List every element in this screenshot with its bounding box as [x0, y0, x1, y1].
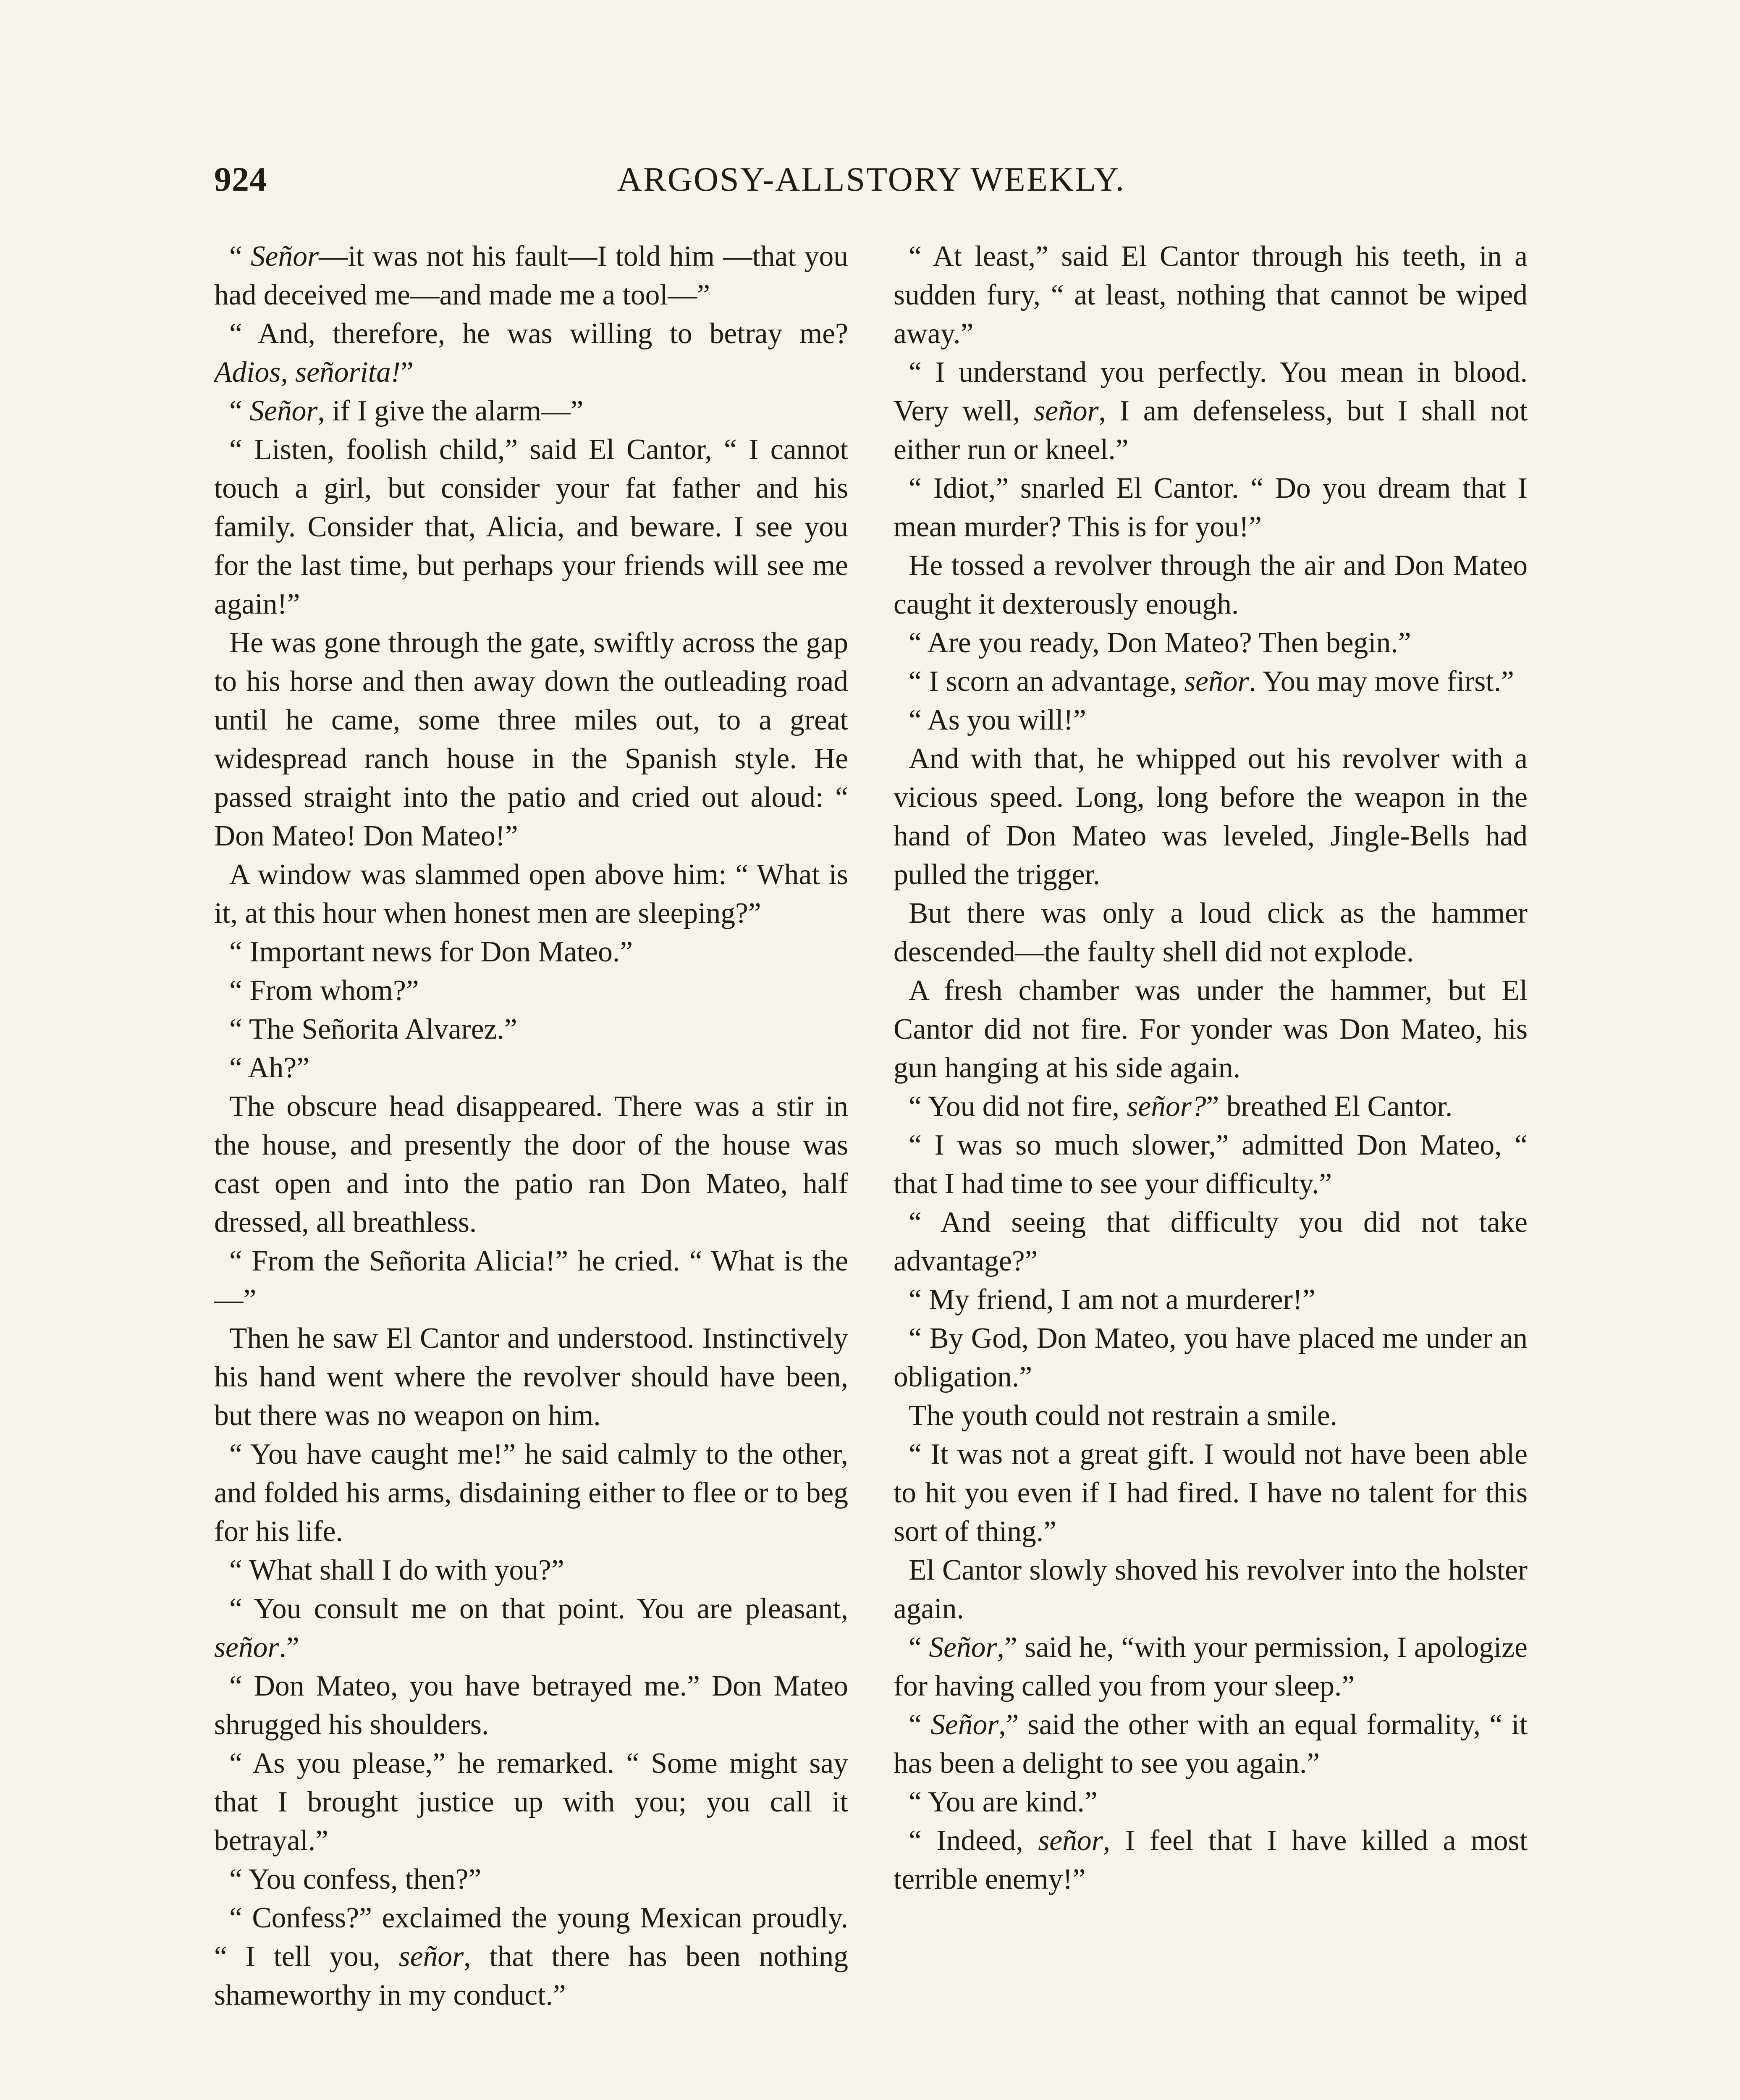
running-title: ARGOSY-ALLSTORY WEEKLY.: [617, 160, 1126, 198]
left-column: [214, 237, 848, 2100]
paragraph: “ And seeing that difficulty you did not take advantage?”: [894, 1206, 1528, 1277]
paragraph: “ My friend, I am not a murderer!”: [909, 1284, 1315, 1316]
paragraph: “ Listen, foolish child,” said El Cantor, “ I cannot touch a girl, but consider your fat father and his family. Consider that, Alicia, and beware. I see you for the last time, but perhaps your friends will see me again!”: [214, 433, 848, 620]
paragraph: The obscure head disappeared. There was a stir in the house, and presently the door of the house was cast open and into the patio ran Don Mateo, half dressed, all breathless.: [214, 1090, 848, 1239]
paragraph: “ Señor,” said the other with an equal formality, “ it has been a delight to see you again.”: [894, 1709, 1528, 1780]
paragraph: “ Don Mateo, you have betrayed me.” Don Mateo shrugged his shoulders.: [214, 1670, 848, 1741]
paragraph: “ Important news for Don Mateo.”: [229, 936, 633, 968]
paragraph: “ Idiot,” snarled El Cantor. “ Do you dream that I mean murder? This is for you!”: [894, 472, 1528, 543]
paragraph: “ Señor,” said he, “with your permission, I apologize for having called you from your sleep.”: [894, 1631, 1528, 1702]
paragraph: “ I scorn an advantage, señor. You may move first.”: [909, 665, 1514, 698]
paragraph: A fresh chamber was under the hammer, but El Cantor did not fire. For yonder was Don Mateo, his gun hanging at his side again.: [894, 974, 1528, 1084]
paragraph: “ What shall I do with you?”: [229, 1554, 564, 1586]
paragraph: “ From the Señorita Alicia!” he cried. “ What is the—”: [214, 1245, 848, 1316]
paragraph: “ The Señorita Alvarez.”: [229, 1013, 517, 1045]
right-column: [894, 237, 1528, 2100]
page-header: [214, 160, 1528, 227]
paragraph: “ As you please,” he remarked. “ Some might say that I brought justice up with you; you call it betrayal.”: [214, 1747, 848, 1857]
paragraph: “ Señor, if I give the alarm—”: [229, 395, 584, 427]
paragraph: Then he saw El Cantor and understood. Instinctively his hand went where the revolver should have been, but there was no weapon on him.: [214, 1322, 848, 1432]
paragraph: “ You have caught me!” he said calmly to the other, and folded his arms, disdaining either to flee or to beg for his life.: [214, 1438, 848, 1548]
paragraph: “ At least,” said El Cantor through his teeth, in a sudden fury, “ at least, nothing that cannot be wiped away.”: [894, 240, 1528, 350]
paragraph: “ You did not fire, señor?” breathed El Cantor.: [909, 1090, 1453, 1123]
paragraph: “ You consult me on that point. You are pleasant, señor.”: [214, 1593, 848, 1664]
paragraph: And with that, he whipped out his revolver with a vicious speed. Long, long before the weapon in the hand of Don Mateo was leveled, Jingle-Bells had pulled the trigger.: [894, 743, 1528, 891]
paragraph: “ And, therefore, he was willing to betray me? Adios, señorita!”: [214, 318, 848, 388]
paragraph: “ I understand you perfectly. You mean in blood. Very well, señor, I am defenseless, but I shall not either run or kneel.”: [894, 356, 1528, 466]
paragraph: “ You confess, then?”: [229, 1863, 482, 1895]
paragraph: He tossed a revolver through the air and Don Mateo caught it dexterously enough.: [894, 549, 1528, 620]
page-number: 924: [214, 160, 267, 198]
paragraph: “ As you will!”: [909, 704, 1086, 736]
paragraph: He was gone through the gate, swiftly across the gap to his horse and then away down the outleading road until he came, some three miles out, to a great widespread ranch house in the Spanish style. He passed straight into the patio and cried out aloud: “ Don Mateo! Don Mateo!”: [214, 627, 848, 852]
paragraph: “ By God, Don Mateo, you have placed me under an obligation.”: [894, 1322, 1528, 1393]
paragraph: The youth could not restrain a smile.: [909, 1399, 1338, 1432]
paragraph: “ Ah?”: [229, 1052, 310, 1084]
paragraph: “ I was so much slower,” admitted Don Mateo, “ that I had time to see your difficulty.”: [894, 1129, 1528, 1200]
paragraph: “ Indeed, señor, I feel that I have killed a most terrible enemy!”: [894, 1824, 1528, 1895]
paragraph: El Cantor slowly shoved his revolver into the holster again.: [894, 1554, 1528, 1625]
paragraph: “ Are you ready, Don Mateo? Then begin.”: [909, 627, 1411, 659]
paragraph: “ Confess?” exclaimed the young Mexican proudly. “ I tell you, señor, that there has been nothing shameworthy in my conduct.”: [214, 1902, 848, 2011]
paragraph: “ You are kind.”: [909, 1786, 1098, 1818]
paragraph: “ It was not a great gift. I would not have been able to hit you even if I had fired. I have no talent for this sort of thing.”: [894, 1438, 1528, 1548]
paragraph: “ From whom?”: [229, 974, 419, 1007]
paragraph: “ Señor—it was not his fault—I told him —that you had deceived me—and made me a tool—”: [214, 240, 848, 311]
paragraph: A window was slammed open above him: “ What is it, at this hour when honest men are sleeping?”: [214, 858, 848, 929]
paragraph: But there was only a loud click as the hammer descended—the faulty shell did not explode.: [894, 897, 1528, 968]
